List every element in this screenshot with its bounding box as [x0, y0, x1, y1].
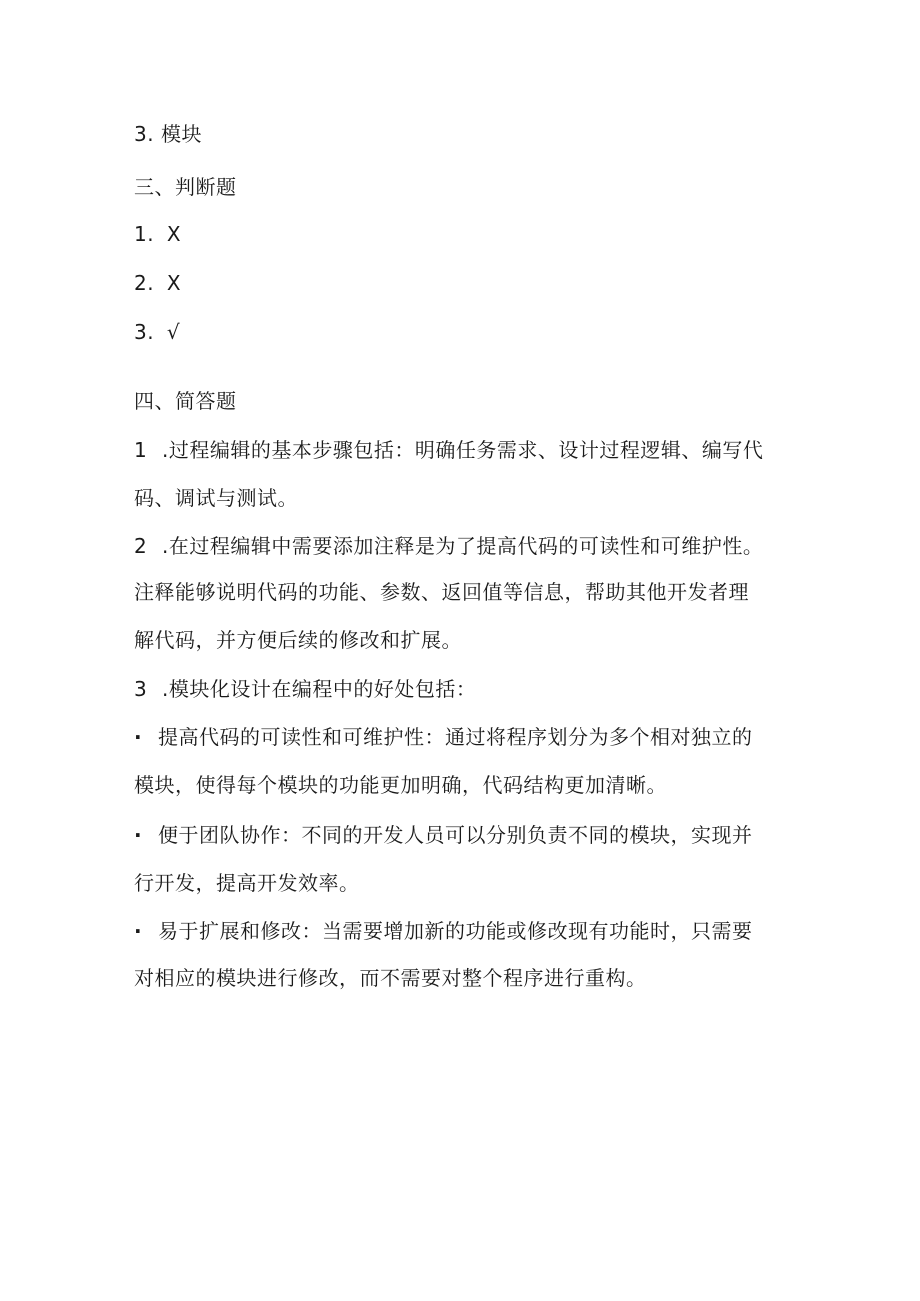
short-answer-1-line-2: 码、调试与测试。: [134, 486, 298, 510]
bullet-item-2-line-2: 行开发，提高开发效率。: [134, 871, 360, 895]
short-answer-2-line-2: 注释能够说明代码的功能、参数、返回值等信息，帮助其他开发者理: [134, 580, 749, 604]
bullet-text: 提高代码的可读性和可维护性：通过将程序划分为多个相对独立的: [158, 725, 753, 749]
short-answer-2-line-1: [134, 532, 763, 560]
section-heading-short-answer: 四、简答题: [134, 389, 237, 413]
answer-number: 1: [134, 438, 148, 462]
bullet-item-1-line-1: [134, 723, 753, 751]
answer-number: 2: [134, 534, 148, 558]
answer-number: 2.: [134, 271, 155, 295]
answer-text: .过程编辑的基本步骤包括：明确任务需求、设计过程逻辑、编写代: [162, 438, 764, 462]
short-answer-2-line-3: 解代码，并方便后续的修改和扩展。: [134, 628, 462, 652]
true-false-answer-3: [134, 318, 180, 346]
check-mark: √: [166, 320, 181, 344]
bullet-item-1-line-2: 模块，使得每个模块的功能更加明确，代码结构更加清晰。: [134, 773, 667, 797]
section-heading-true-false: 三、判断题: [134, 175, 237, 199]
answer-number: 3.: [134, 320, 155, 344]
bullet-item-3-line-1: [134, 917, 753, 945]
bullet-dot-icon: ·: [134, 725, 143, 749]
answer-number: 1.: [134, 222, 155, 246]
cross-mark: X: [166, 222, 182, 246]
answer-text: .在过程编辑中需要添加注释是为了提高代码的可读性和可维护性。: [162, 534, 764, 558]
bullet-text: 便于团队协作：不同的开发人员可以分别负责不同的模块，实现并: [158, 823, 753, 847]
answer-number: 3: [134, 677, 148, 701]
answer-text: .模块化设计在编程中的好处包括：: [162, 677, 477, 701]
cross-mark: X: [166, 271, 182, 295]
short-answer-1-line-1: [134, 436, 763, 464]
short-answer-3-line-1: [134, 675, 476, 703]
bullet-dot-icon: ·: [134, 823, 143, 847]
bullet-dot-icon: ·: [134, 919, 143, 943]
fill-blank-answer-3: 3. 模块: [134, 122, 202, 146]
bullet-item-3-line-2: 对相应的模块进行修改，而不需要对整个程序进行重构。: [134, 966, 647, 990]
bullet-item-2-line-1: [134, 821, 753, 849]
true-false-answer-2: [134, 269, 181, 297]
bullet-text: 易于扩展和修改：当需要增加新的功能或修改现有功能时，只需要: [158, 919, 753, 943]
true-false-answer-1: [134, 220, 181, 248]
